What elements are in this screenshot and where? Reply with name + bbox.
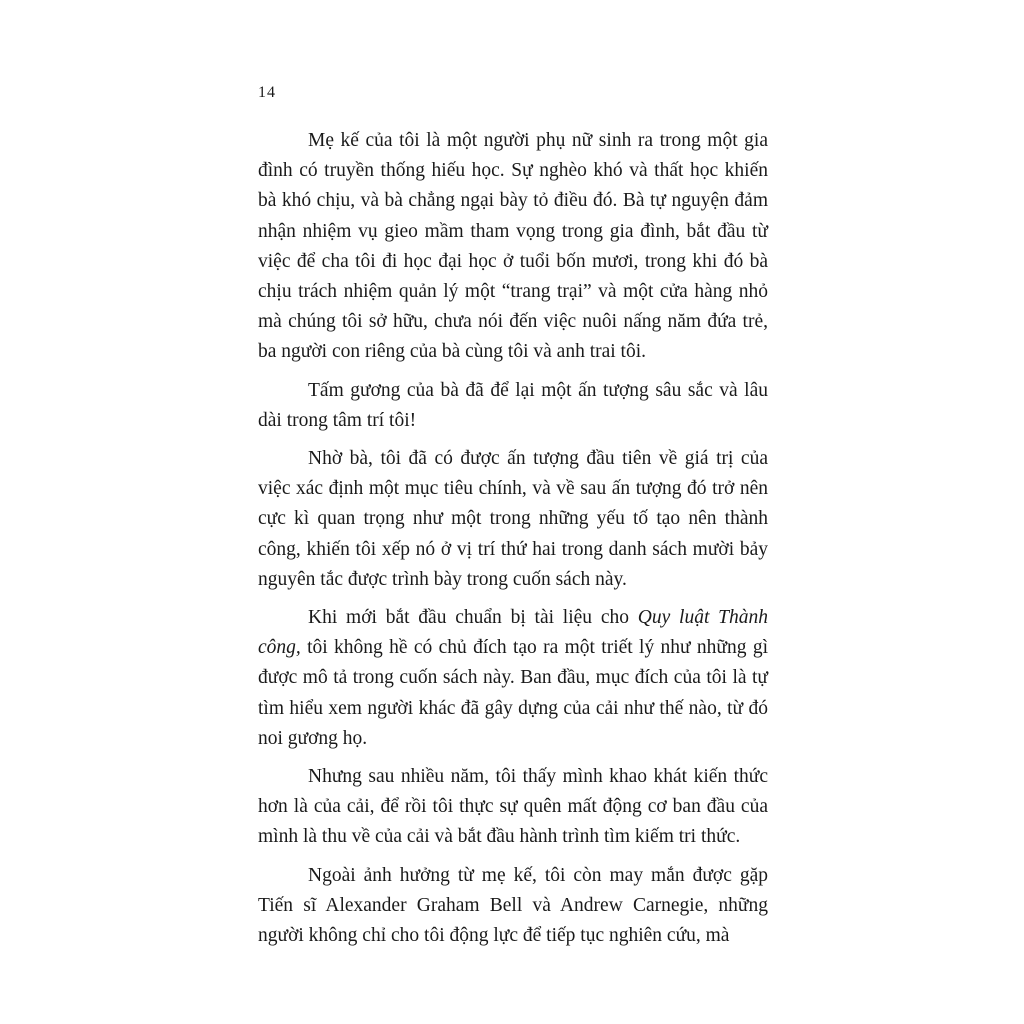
paragraph-3: Nhờ bà, tôi đã có được ấn tượng đầu tiên về giá trị của việc xác định một mục tiêu chính, và về sau ấn tượng đó trở nên cực kì quan trọng như một trong những yếu tố tạo nên thành công, khiến tôi xếp nó ở vị trí thứ hai trong danh sách mười bảy nguyên tắc được trình bày trong cuốn sách này.	[258, 448, 768, 590]
paragraph-4-lead: Khi mới bắt đầu chuẩn bị tài liệu cho	[308, 607, 638, 629]
book-title: Quy luật Thành công,	[258, 607, 768, 659]
paragraph-1: Mẹ kế của tôi là một người phụ nữ sinh ra trong một gia đình có truyền thống hiếu học. Sự nghèo khó và thất học khiến bà khó chịu, và bà chẳng ngại bày tỏ điều đó. Bà tự nguyện đảm nhận nhiệm vụ gieo mầm tham vọng trong gia đình, bắt đầu từ việc để cha tôi đi học đại học ở tuổi bốn mươi, trong khi đó bà chịu trách nhiệm quản lý một “trang trại” và một cửa hàng nhỏ mà chúng tôi sở hữu, chưa nói đến việc nuôi nấng năm đứa trẻ, ba người con riêng của bà cùng tôi và anh trai tôi.	[258, 130, 768, 363]
paragraph-4	[258, 603, 768, 754]
paragraph-6: Ngoài ảnh hưởng từ mẹ kế, tôi còn may mắn được gặp Tiến sĩ Alexander Graham Bell và Andrew Carnegie, những người không chỉ cho tôi động lực để tiếp tục nghiên cứu, mà	[258, 864, 768, 947]
text-body	[258, 126, 768, 951]
paragraph-4-rest: tôi không hề có chủ đích tạo ra một triết lý như những gì được mô tả trong cuốn sách này. Ban đầu, mục đích của tôi là tự tìm hiểu xem người khác đã gây dựng của cải như thế nào, từ đó noi gương họ.	[258, 637, 768, 749]
paragraph-2: Tấm gương của bà đã để lại một ấn tượng sâu sắc và lâu dài trong tâm trí tôi!	[258, 379, 768, 431]
paragraph-5: Nhưng sau nhiều năm, tôi thấy mình khao khát kiến thức hơn là của cải, để rồi tôi thực sự quên mất động cơ ban đầu của mình là thu về của cải và bắt đầu hành trình tìm kiếm tri thức.	[258, 766, 768, 848]
page-number: 14	[258, 84, 276, 101]
